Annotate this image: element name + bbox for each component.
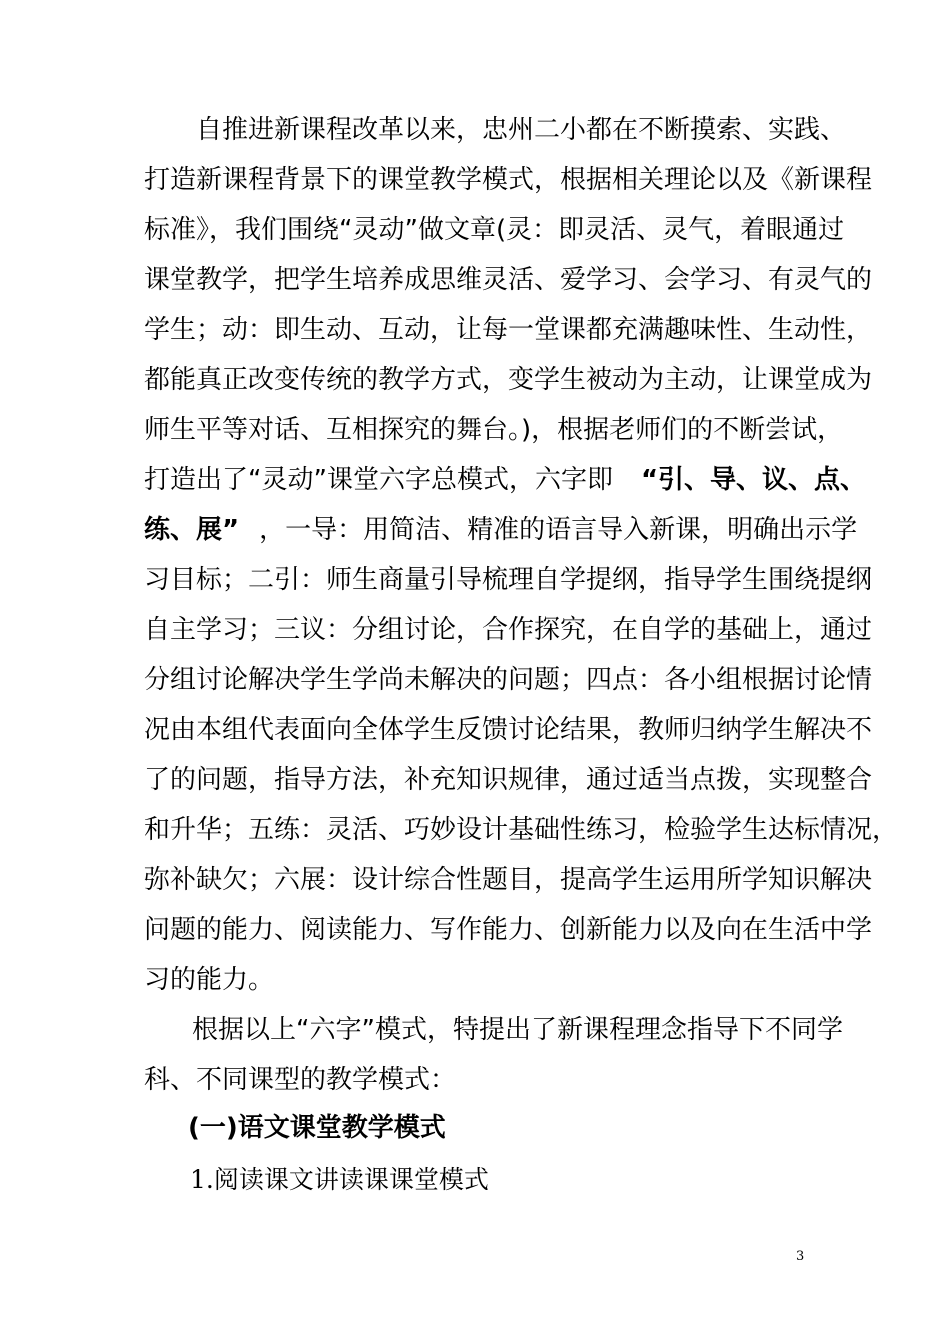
six-character-model-emphasis: 练、展” <box>144 515 240 545</box>
section-heading: (一)语文课堂教学模式 <box>188 1113 446 1143</box>
paragraph-line: 自推进新课程改革以来，忠州二小都在不断摸索、实践、 <box>196 115 847 145</box>
paragraph-line: 都能真正改变传统的教学方式，变学生被动为主动，让课堂成为 <box>144 365 873 395</box>
subsection-heading: 1.阅读课文讲读课课堂模式 <box>190 1165 489 1194</box>
six-character-model-emphasis: “引、导、议、点、 <box>640 465 867 495</box>
paragraph-line <box>144 464 866 496</box>
paragraph-line: 标准》，我们围绕“灵动”做文章(灵：即灵活、灵气，着眼通过 <box>144 215 845 245</box>
paragraph-line: 弥补缺欠；六展：设计综合性题目，提高学生运用所学知识解决 <box>144 865 873 895</box>
paragraph-line: 习目标；二引：师生商量引导梳理自学提纲，指导学生围绕提纲 <box>144 565 873 595</box>
line-text: 打造出了“灵动”课堂六字总模式，六字即 <box>144 465 613 495</box>
paragraph-line: 学生；动：即生动、互动，让每一堂课都充满趣味性、生动性， <box>144 315 873 345</box>
paragraph-line: 自主学习；三议：分组讨论，合作探究，在自学的基础上，通过 <box>144 615 873 645</box>
paragraph-line: 分组讨论解决学生学尚未解决的问题；四点：各小组根据讨论情 <box>144 665 873 695</box>
paragraph-line: 根据以上“六字”模式，特提出了新课程理念指导下不同学 <box>192 1015 843 1045</box>
paragraph-line: 问题的能力、阅读能力、写作能力、创新能力以及向在生活中学 <box>144 915 873 945</box>
paragraph-line: 课堂教学，把学生培养成思维灵活、爱学习、会学习、有灵气的 <box>144 265 873 295</box>
paragraph-line <box>144 514 857 546</box>
paragraph-line: 打造新课程背景下的课堂教学模式，根据相关理论以及《新课程 <box>144 165 873 195</box>
page-number: 3 <box>796 1249 805 1264</box>
paragraph-line: 和升华；五练：灵活、巧妙设计基础性练习，检验学生达标情况， <box>144 815 899 845</box>
line-text: ，一导：用简洁、精准的语言导入新课，明确出示学 <box>259 515 858 545</box>
paragraph-line: 师生平等对话、互相探究的舞台。)，根据老师们的不断尝试， <box>144 415 844 445</box>
paragraph-line: 了的问题，指导方法，补充知识规律，通过适当点拨，实现整合 <box>144 765 873 795</box>
paragraph-line: 科、不同课型的教学模式： <box>144 1065 457 1095</box>
paragraph-line: 况由本组代表面向全体学生反馈讨论结果，教师归纳学生解决不 <box>144 715 873 745</box>
paragraph-line: 习的能力。 <box>144 965 275 995</box>
